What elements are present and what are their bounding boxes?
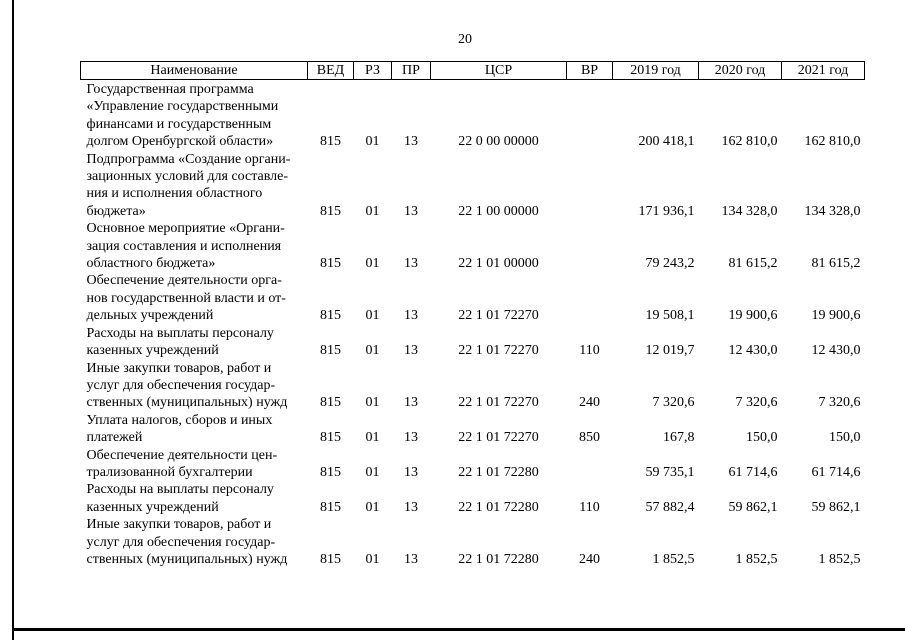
cell-rz: 01 (365, 430, 380, 446)
cell-2020: 81 615,2 (728, 256, 778, 272)
cell-ved: 815 (320, 308, 341, 324)
cell-name (81, 151, 308, 221)
cell-csr: 22 1 01 72280 (458, 551, 539, 567)
cell-name-line: услуг для обеспечения государ- (86, 534, 276, 550)
cell-csr: 22 1 01 72280 (458, 499, 539, 515)
cell-name-line: казенных учреждений (86, 343, 219, 359)
cell-name-line: зационных условий для составле- (86, 169, 289, 185)
cell-csr: 22 1 00 00000 (458, 203, 539, 219)
table-row (81, 447, 865, 482)
header-csr: ЦСР (431, 62, 567, 80)
cell-csr: 22 1 01 72270 (458, 308, 539, 324)
cell-name (81, 220, 308, 272)
cell-pr: 13 (404, 499, 418, 515)
cell-name (81, 272, 308, 324)
cell-name-line: ственных (муниципальных) нужд (86, 395, 288, 411)
cell-csr: 22 1 01 72270 (458, 395, 539, 411)
cell-name-line: финансами и государственным (86, 116, 272, 132)
cell-rz: 01 (365, 395, 380, 411)
cell-2020: 59 862,1 (728, 499, 778, 515)
cell-ved: 815 (320, 343, 341, 359)
page-frame-left (12, 0, 14, 640)
cell-name-line: Расходы на выплаты персоналу (86, 325, 274, 341)
cell-vr: 240 (579, 395, 600, 411)
cell-pr: 13 (404, 256, 418, 272)
table-row (81, 481, 865, 516)
cell-pr: 13 (404, 464, 418, 480)
table-header-row (81, 62, 865, 80)
cell-2021: 19 900,6 (811, 308, 861, 324)
cell-2020: 19 900,6 (728, 308, 778, 324)
cell-rz: 01 (365, 499, 380, 515)
header-pr: ПР (392, 62, 431, 80)
cell-rz: 01 (365, 551, 380, 567)
cell-2021: 150,0 (829, 430, 861, 446)
table-row (81, 151, 865, 221)
cell-2021: 134 328,0 (804, 203, 861, 219)
cell-2020: 150,0 (746, 430, 778, 446)
cell-vr (567, 80, 613, 151)
cell-ved: 815 (320, 134, 341, 150)
cell-rz: 01 (365, 134, 380, 150)
cell-pr: 13 (404, 551, 418, 567)
cell-2020: 162 810,0 (721, 134, 778, 150)
cell-2020: 12 430,0 (728, 343, 778, 359)
table-row (81, 80, 865, 151)
cell-ved: 815 (320, 464, 341, 480)
cell-rz: 01 (365, 343, 380, 359)
cell-2021: 12 430,0 (811, 343, 861, 359)
cell-vr (567, 447, 613, 482)
cell-2021: 81 615,2 (811, 256, 861, 272)
cell-2021: 61 714,6 (811, 464, 861, 480)
header-rz: РЗ (354, 62, 392, 80)
cell-name-line: Подпрограмма «Создание органи- (86, 151, 291, 167)
cell-name-line: нов государственной власти и от- (86, 290, 286, 306)
header-2019: 2019 год (613, 62, 699, 80)
header-2020: 2020 год (699, 62, 782, 80)
cell-name-line: Уплата налогов, сборов и иных (86, 412, 273, 428)
table-row (81, 412, 865, 447)
cell-csr: 22 1 01 72270 (458, 430, 539, 446)
cell-name-line: Обеспечение деятельности цен- (86, 447, 278, 463)
cell-vr (567, 272, 613, 324)
cell-name-line: Государственная программа (86, 82, 254, 97)
cell-2019: 59 735,1 (645, 464, 695, 480)
cell-2020: 61 714,6 (728, 464, 778, 480)
cell-name-line: Обеспечение деятельности орга- (86, 273, 282, 289)
header-2021: 2021 год (782, 62, 865, 80)
cell-2019: 167,8 (663, 430, 695, 446)
cell-name-line: трализованной бухгалтерии (86, 464, 253, 480)
cell-2019: 57 882,4 (645, 499, 695, 515)
cell-name (81, 481, 308, 516)
cell-pr: 13 (404, 134, 418, 150)
table-row (81, 325, 865, 360)
cell-2021: 7 320,6 (818, 395, 861, 411)
cell-name (81, 360, 308, 412)
cell-ved: 815 (320, 203, 341, 219)
cell-pr: 13 (404, 430, 418, 446)
cell-name (81, 412, 308, 447)
table-row (81, 220, 865, 272)
cell-name-line: ния и исполнения областного (86, 186, 263, 202)
cell-name (81, 80, 308, 151)
cell-2020: 7 320,6 (735, 395, 778, 411)
cell-pr: 13 (404, 343, 418, 359)
cell-name-line: дельных учреждений (86, 308, 214, 324)
header-ved: ВЕД (308, 62, 354, 80)
cell-name-line: Расходы на выплаты персоналу (86, 482, 274, 498)
budget-table (80, 61, 865, 568)
page-number: 20 (458, 32, 472, 47)
cell-rz: 01 (365, 464, 380, 480)
cell-name-line: казенных учреждений (86, 499, 219, 515)
cell-vr (567, 220, 613, 272)
cell-name (81, 516, 308, 568)
cell-2021: 59 862,1 (811, 499, 861, 515)
cell-ved: 815 (320, 256, 341, 272)
cell-2019: 19 508,1 (645, 308, 695, 324)
cell-pr: 13 (404, 203, 418, 219)
cell-vr: 110 (579, 499, 600, 515)
cell-name-line: долгом Оренбургской области» (86, 134, 274, 150)
header-vr: ВР (567, 62, 613, 80)
cell-name-line: Иные закупки товаров, работ и (86, 517, 272, 533)
table-row (81, 360, 865, 412)
cell-ved: 815 (320, 395, 341, 411)
cell-ved: 815 (320, 551, 341, 567)
cell-name-line: «Управление государственными (86, 99, 279, 115)
cell-2021: 1 852,5 (818, 551, 861, 567)
cell-name-line: Основное мероприятие «Органи- (86, 221, 285, 237)
cell-rz: 01 (365, 203, 380, 219)
cell-csr: 22 0 00 00000 (458, 134, 539, 150)
cell-2020: 1 852,5 (735, 551, 778, 567)
cell-2020: 134 328,0 (721, 203, 778, 219)
table-body (81, 80, 865, 569)
header-name: Наименование (81, 62, 308, 80)
cell-vr: 240 (579, 551, 600, 567)
cell-vr (567, 151, 613, 221)
cell-pr: 13 (404, 308, 418, 324)
cell-2019: 200 418,1 (638, 134, 695, 150)
cell-2019: 1 852,5 (652, 551, 695, 567)
table-row (81, 272, 865, 324)
cell-rz: 01 (365, 308, 380, 324)
cell-csr: 22 1 01 00000 (458, 256, 539, 272)
cell-vr: 110 (579, 343, 600, 359)
cell-name-line: услуг для обеспечения государ- (86, 377, 276, 393)
cell-name-line: зация составления и исполнения (86, 238, 282, 254)
cell-name-line: платежей (86, 430, 143, 446)
cell-pr: 13 (404, 395, 418, 411)
cell-name-line: бюджета» (86, 203, 146, 219)
cell-2019: 12 019,7 (645, 343, 695, 359)
cell-name-line: областного бюджета» (86, 256, 216, 272)
cell-2019: 171 936,1 (638, 203, 695, 219)
cell-name-line: ственных (муниципальных) нужд (86, 551, 288, 567)
cell-2019: 7 320,6 (652, 395, 695, 411)
cell-name (81, 325, 308, 360)
cell-2019: 79 243,2 (645, 256, 695, 272)
cell-rz: 01 (365, 256, 380, 272)
cell-csr: 22 1 01 72270 (458, 343, 539, 359)
table-row (81, 516, 865, 568)
cell-ved: 815 (320, 499, 341, 515)
cell-2021: 162 810,0 (804, 134, 861, 150)
cell-name-line: Иные закупки товаров, работ и (86, 360, 272, 376)
cell-vr: 850 (579, 430, 600, 446)
cell-name (81, 447, 308, 482)
cell-ved: 815 (320, 430, 341, 446)
page-frame-bottom (12, 628, 905, 631)
cell-csr: 22 1 01 72280 (458, 464, 539, 480)
